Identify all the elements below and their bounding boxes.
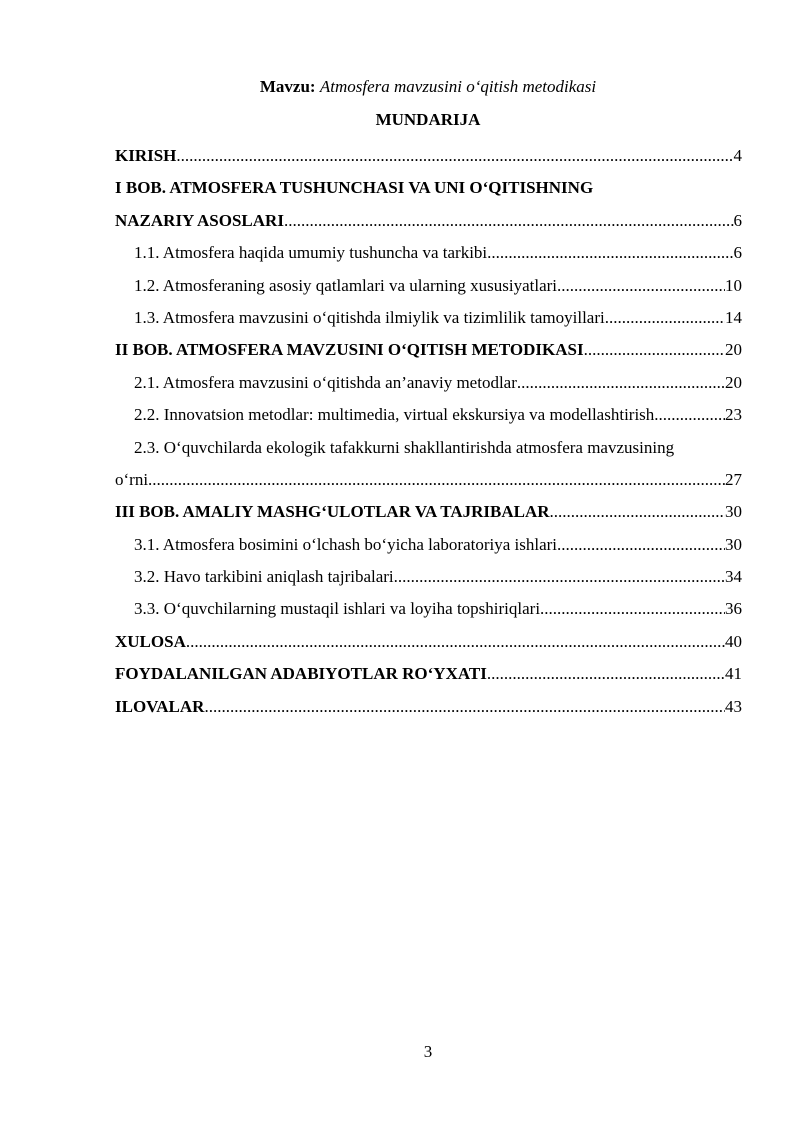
toc-entry-label: 3.2. Havo tarkibini aniqlash tajribalari: [134, 567, 394, 587]
toc-leader-dots: [204, 691, 725, 723]
toc-page-number: 30: [725, 502, 742, 522]
toc-entry-label: XULOSA: [115, 631, 186, 651]
toc-entry-label: III BOB. AMALIY MASHG‘ULOTLAR VA TAJRIBALAR: [115, 502, 550, 522]
toc-section-3-2[interactable]: [115, 561, 742, 593]
toc-entry-label: 2.3. O‘quvchilarda ekologik tafakkurni shakllantirishda atmosfera mavzusining: [134, 437, 675, 457]
toc-leader-dots: [176, 140, 733, 172]
toc-chapter-1-title[interactable]: [115, 172, 742, 204]
toc-leader-dots: [654, 399, 725, 431]
toc-section-1-2[interactable]: [115, 270, 742, 302]
toc-entry-label: ILOVALAR: [115, 696, 205, 716]
toc-page-number: 27: [725, 469, 742, 489]
toc-entry-ilovalar[interactable]: [115, 691, 742, 723]
toc-page-number: 10: [725, 275, 742, 295]
toc-leader-dots: [148, 464, 725, 496]
toc-leader-dots: [557, 529, 725, 561]
toc-section-2-3-continued[interactable]: [115, 464, 742, 496]
toc-entry-label: KIRISH: [115, 146, 177, 165]
toc-entry-label: 2.2. Innovatsion metodlar: multimedia, virtual ekskursiya va modellashtirish: [134, 405, 655, 425]
toc-entry-adabiyotlar[interactable]: [115, 658, 742, 690]
toc-page-number: 34: [725, 567, 742, 587]
toc-section-1-1[interactable]: [115, 237, 742, 269]
toc-entry-label: 1.3. Atmosfera mavzusini o‘qitishda ilmiylik va tizimlilik tamoyillari: [134, 307, 605, 327]
toc-leader-dots: [487, 237, 733, 269]
toc-entry-label: NAZARIY ASOSLARI: [115, 210, 284, 230]
page-number: 3: [423, 1042, 433, 1061]
toc-entry-kirish[interactable]: [115, 140, 742, 172]
toc-entry-label: 3.3. O‘quvchilarning mustaqil ishlari va loyiha topshiriqlari: [134, 599, 541, 619]
toc-section-2-1[interactable]: [115, 367, 742, 399]
toc-page-number: 20: [725, 372, 742, 392]
toc-entry-label: 1.1. Atmosfera haqida umumiy tushuncha va tarkibi: [134, 243, 488, 263]
toc-leader-dots: [605, 302, 725, 334]
toc-leader-dots: [487, 658, 725, 690]
toc-page-number: 14: [725, 307, 742, 327]
toc-entry-label: 3.1. Atmosfera bosimini o‘lchash bo‘yicha laboratoriya ishlari: [134, 534, 558, 554]
toc-leader-dots: [186, 626, 725, 658]
topic-label: Mavzu:: [259, 77, 316, 96]
toc-entry-label: I BOB. ATMOSFERA TUSHUNCHASI VA UNI O‘QITISHNING: [115, 178, 594, 198]
toc-heading: MUNDARIJA: [375, 110, 481, 129]
toc-entry-label: 2.1. Atmosfera mavzusini o‘qitishda an’anaviy metodlar: [134, 372, 517, 392]
toc-leader-dots: [557, 270, 725, 302]
toc-entry-xulosa[interactable]: [115, 626, 742, 658]
toc-page-number: 30: [725, 534, 742, 554]
toc-entry-label: 1.2. Atmosferaning asosiy qatlamlari va ularning xususiyatlari: [134, 275, 558, 295]
toc-section-1-3[interactable]: [115, 302, 742, 334]
toc-leader-dots: [584, 334, 725, 366]
toc-page-number: 43: [725, 696, 742, 716]
toc-entry-label: o‘rni: [115, 469, 149, 489]
toc-page-number: 40: [725, 631, 742, 651]
table-of-contents: [115, 140, 742, 723]
toc-page-number: 41: [725, 664, 742, 684]
toc-chapter-2-title[interactable]: [115, 334, 742, 366]
toc-page-number: 4: [733, 146, 742, 165]
toc-leader-dots: [517, 367, 725, 399]
toc-leader-dots: [550, 496, 725, 528]
toc-leader-dots: [394, 561, 725, 593]
toc-chapter-3-title[interactable]: [115, 496, 742, 528]
toc-section-3-1[interactable]: [115, 529, 742, 561]
toc-section-2-2[interactable]: [115, 399, 742, 431]
document-topic: [0, 75, 800, 99]
toc-entry-label: FOYDALANILGAN ADABIYOTLAR RO‘YXATI: [115, 664, 487, 684]
toc-leader-dots: [284, 205, 734, 237]
toc-page-number: 23: [725, 405, 742, 425]
toc-page-number: 6: [733, 243, 742, 263]
toc-section-2-3[interactable]: [115, 432, 742, 464]
toc-leader-dots: [540, 593, 725, 625]
toc-section-3-3[interactable]: [115, 593, 742, 625]
topic-title: Atmosfera mavzusini o‘qitish metodikasi: [319, 77, 597, 96]
toc-entry-label: II BOB. ATMOSFERA MAVZUSINI O‘QITISH METODIKASI: [115, 340, 584, 360]
toc-page-number: 36: [725, 599, 742, 619]
toc-chapter-1-title-continued[interactable]: [115, 205, 742, 237]
toc-page-number: 20: [725, 340, 742, 360]
toc-page-number: 6: [733, 210, 742, 230]
